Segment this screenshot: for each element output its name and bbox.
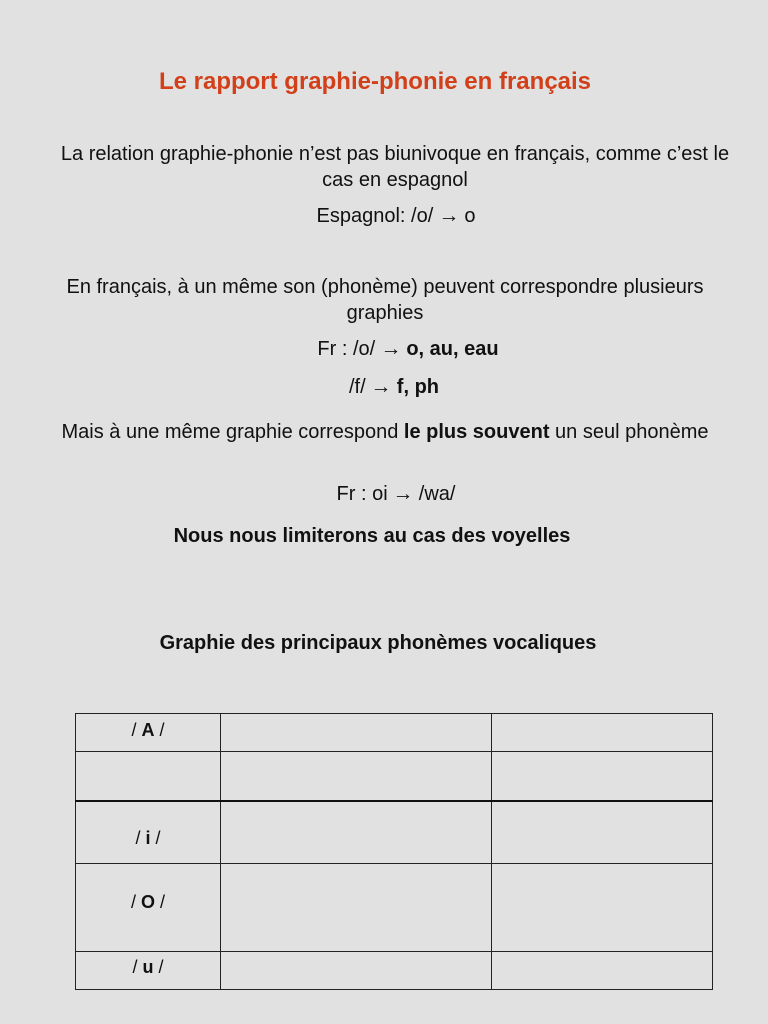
phoneme-cell	[76, 752, 221, 801]
spanish-example-result: o	[458, 205, 476, 227]
phoneme-cell	[76, 714, 221, 752]
right-arrow-icon: →	[370, 376, 392, 398]
spanish-example	[0, 205, 768, 228]
spanish-example-prefix: Espagnol: /o/	[316, 205, 439, 227]
phoneme-slash: /	[135, 827, 146, 848]
intro-paragraph: La relation graphie-phonie n’est pas biunivoque en français, comme c’est le cas en espagnol	[60, 143, 730, 191]
french-oi-prefix: Fr : oi	[336, 483, 394, 505]
french-intro-paragraph: En français, à un même son (phonème) peuvent correspondre plusieurs graphies	[66, 276, 704, 324]
example-cell	[492, 801, 713, 864]
mais-paragraph	[60, 419, 710, 445]
graphie-cell	[221, 952, 492, 990]
phoneme-symbol: i	[145, 827, 151, 848]
right-arrow-icon: →	[392, 483, 414, 505]
phoneme-symbol: O	[140, 892, 155, 912]
phoneme-slash: /	[153, 957, 164, 977]
french-f-prefix: /f/	[349, 376, 372, 398]
french-o-example	[0, 338, 768, 361]
mais-text-emphasis: le plus souvent	[403, 421, 550, 443]
table-row	[76, 714, 713, 752]
french-f-graphies: f, ph	[391, 376, 439, 398]
example-cell	[492, 864, 713, 952]
table-row	[76, 801, 713, 864]
table-row	[76, 864, 713, 952]
phoneme-cell	[76, 864, 221, 952]
table-row	[76, 752, 713, 801]
french-o-prefix: Fr : /o/	[317, 338, 381, 360]
limitation-statement: Nous nous limiterons au cas des voyelles	[173, 525, 571, 547]
vowel-graphie-table	[75, 713, 713, 990]
phoneme-cell	[76, 952, 221, 990]
right-arrow-icon: →	[438, 205, 460, 227]
graphie-cell	[221, 864, 492, 952]
table-title: Graphie des principaux phonèmes vocaliques	[159, 632, 597, 654]
phoneme-cell	[76, 801, 221, 864]
phoneme-slash: /	[132, 957, 143, 977]
example-cell	[492, 714, 713, 752]
french-oi-example	[0, 483, 768, 506]
phoneme-slash: /	[155, 892, 166, 912]
phoneme-slash: /	[130, 892, 141, 912]
french-o-graphies: o, au, eau	[400, 338, 499, 360]
table-row	[76, 952, 713, 990]
french-f-example	[0, 376, 768, 399]
french-oi-result: /wa/	[413, 483, 456, 505]
graphie-cell	[221, 801, 492, 864]
right-arrow-icon: →	[380, 338, 402, 360]
mais-text-before: Mais à une même graphie correspond	[61, 421, 404, 443]
mais-text-after: un seul phonème	[549, 421, 709, 443]
phoneme-symbol: u	[142, 957, 154, 977]
graphie-cell	[221, 752, 492, 801]
page-title: Le rapport graphie-phonie en français	[158, 68, 592, 95]
graphie-cell	[221, 714, 492, 752]
example-cell	[492, 752, 713, 801]
phoneme-slash: /	[150, 827, 161, 848]
example-cell	[492, 952, 713, 990]
phoneme-slash: /	[154, 720, 165, 740]
phoneme-symbol: A	[141, 720, 155, 740]
phoneme-slash: /	[131, 720, 142, 740]
